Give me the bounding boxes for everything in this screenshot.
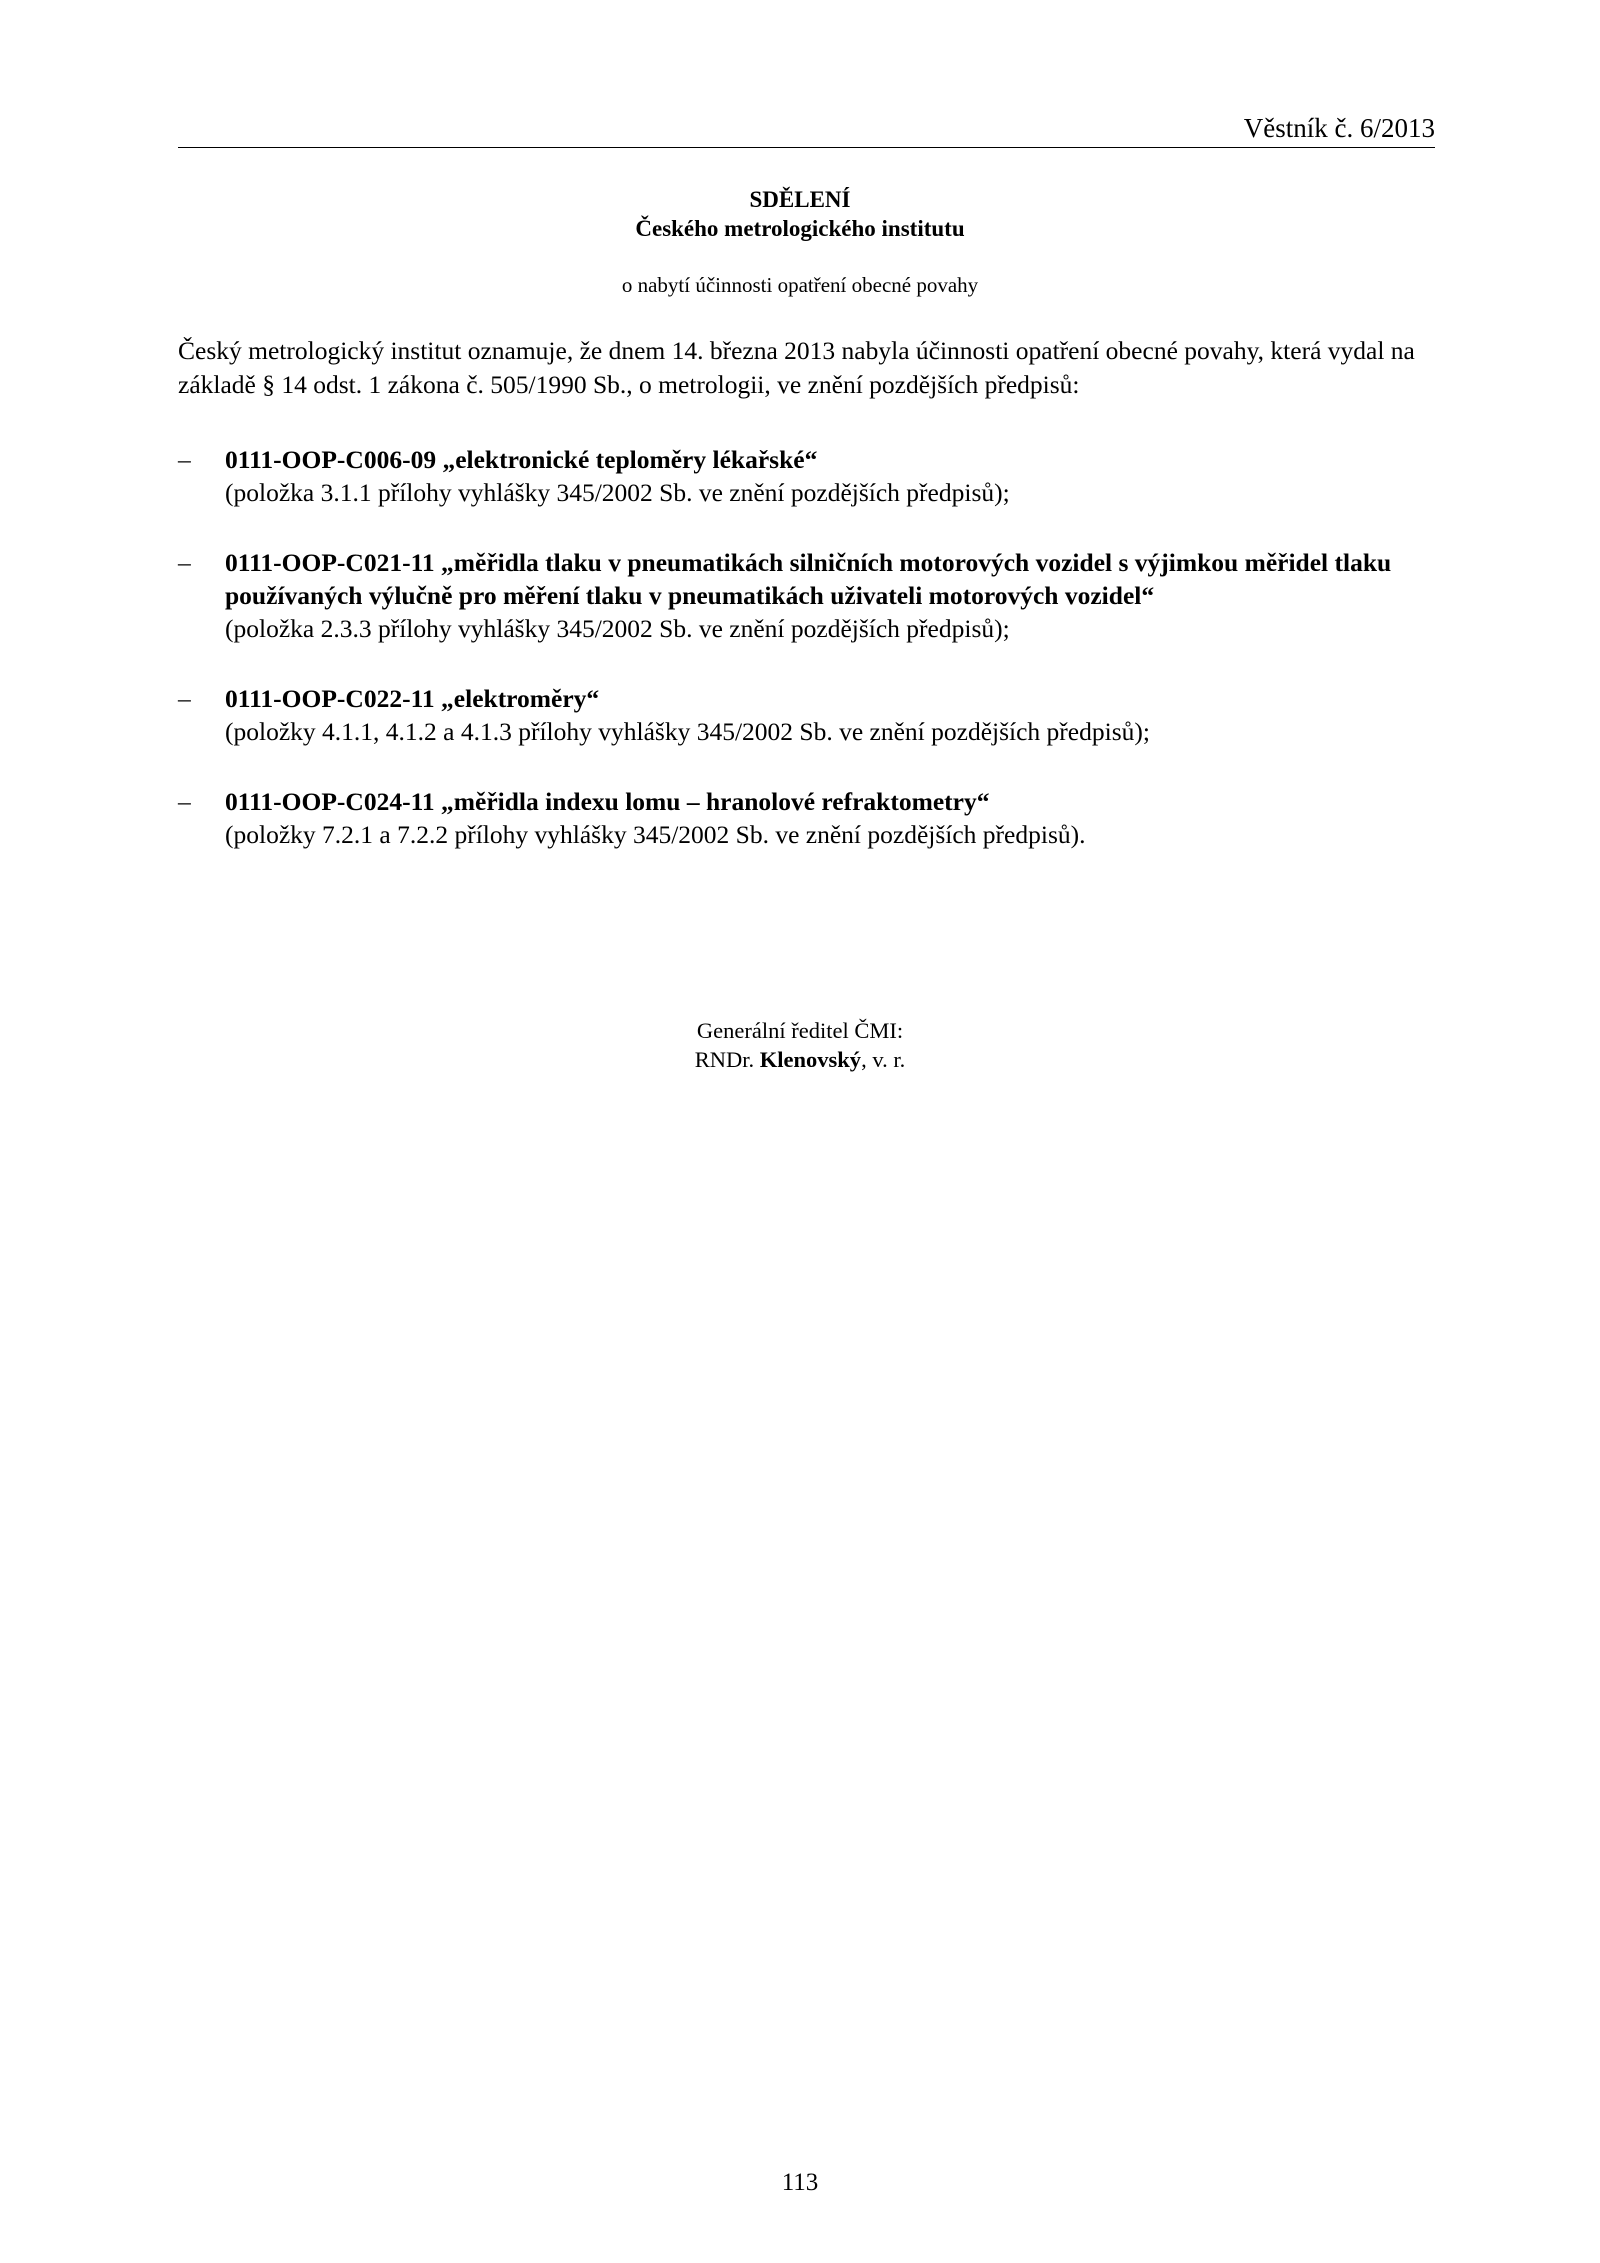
signature-block bbox=[0, 1016, 1600, 1074]
list-item bbox=[178, 443, 1450, 509]
signatory-title: RNDr. bbox=[694, 1047, 755, 1072]
title-block bbox=[0, 186, 1600, 298]
measure-reference: (položky 7.2.1 a 7.2.2 přílohy vyhlášky 345/2002 Sb. ve znění pozdějších předpisů). bbox=[225, 820, 1086, 849]
measure-reference: (položka 3.1.1 přílohy vyhlášky 345/2002 Sb. ve znění pozdějších předpisů); bbox=[225, 478, 1010, 507]
issuing-organization: Českého metrologického institutu bbox=[635, 216, 965, 241]
list-item bbox=[178, 546, 1450, 645]
document-title: SDĚLENÍ bbox=[749, 187, 851, 212]
list-dash: – bbox=[178, 548, 191, 577]
signatory-suffix: , v. r. bbox=[861, 1047, 906, 1072]
list-dash: – bbox=[178, 684, 191, 713]
measure-title: 0111-OOP-C006-09 „elektronické teploměry lékařské“ bbox=[225, 445, 818, 474]
page-number: 113 bbox=[781, 2169, 819, 2196]
intro-paragraph: Český metrologický institut oznamuje, že dnem 14. března 2013 nabyla účinnosti opatření obecné povahy, která vydal na základě § 14 odst. 1 zákona č. 505/1990 Sb., o metrologii, ve znění pozdějších předpisů: bbox=[178, 336, 1415, 399]
journal-header: Věstník č. 6/2013 bbox=[1243, 113, 1435, 143]
list-dash: – bbox=[178, 787, 191, 816]
measure-title: 0111-OOP-C022-11 „elektroměry“ bbox=[225, 684, 600, 713]
measure-list bbox=[178, 443, 1450, 888]
signatory-line bbox=[0, 1045, 1600, 1074]
document-topic: o nabytí účinnosti opatření obecné povahy bbox=[621, 273, 979, 297]
list-dash: – bbox=[178, 445, 191, 474]
list-item bbox=[178, 785, 1450, 851]
header-rule bbox=[178, 147, 1435, 148]
signatory-role: Generální ředitel ČMI: bbox=[696, 1018, 904, 1043]
measure-reference: (položka 2.3.3 přílohy vyhlášky 345/2002 Sb. ve znění pozdějších předpisů); bbox=[225, 614, 1010, 643]
signatory-name: Klenovský bbox=[759, 1047, 862, 1072]
measure-title: 0111-OOP-C024-11 „měřidla indexu lomu – hranolové refraktometry“ bbox=[225, 787, 990, 816]
list-item bbox=[178, 682, 1450, 748]
measure-reference: (položky 4.1.1, 4.1.2 a 4.1.3 přílohy vyhlášky 345/2002 Sb. ve znění pozdějších předpisů); bbox=[225, 717, 1150, 746]
measure-title: 0111-OOP-C021-11 „měřidla tlaku v pneumatikách silničních motorových vozidel s výjimkou měřidel tlaku používaných výlučně pro měření tlaku v pneumatikách uživateli motorových vozidel“ bbox=[225, 548, 1392, 610]
